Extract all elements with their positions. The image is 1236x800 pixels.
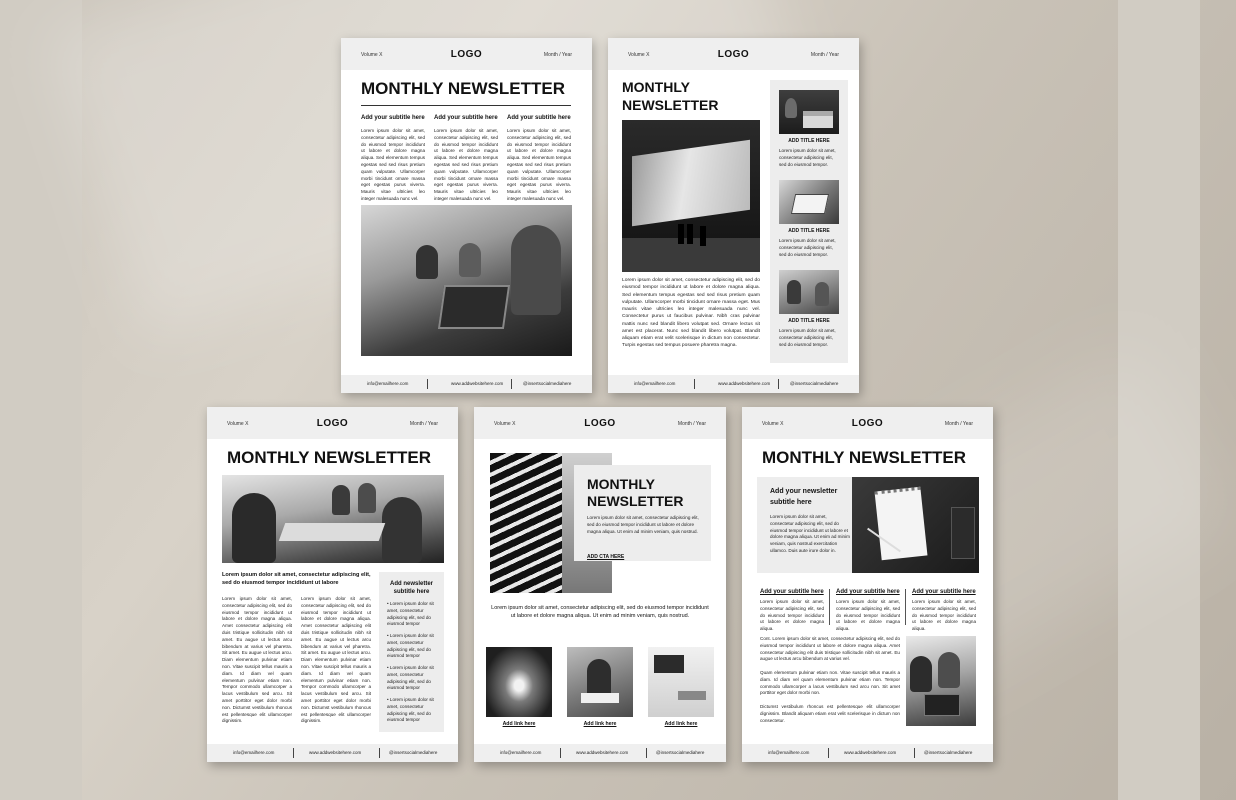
footer-divider (778, 379, 779, 389)
footer-social: @insertsocialmediahere (523, 381, 572, 386)
newsletter-title: MONTHLY NEWSLETTER (227, 448, 432, 467)
lit-wall-shape (632, 140, 750, 227)
team-meeting-photo (361, 205, 572, 356)
logo: LOGO (316, 418, 349, 429)
column-subtitle: Add your subtitle here (836, 589, 900, 595)
person-shape (232, 493, 276, 563)
plant-shape (785, 98, 797, 118)
volume-label: Volume X (762, 421, 784, 427)
title-rule (361, 105, 571, 106)
page-header (742, 407, 993, 439)
person-shape (511, 225, 561, 315)
footer-website: www.addwebsitehere.com (844, 750, 897, 755)
photo-link[interactable]: Add link here (583, 721, 617, 727)
building-photo (622, 120, 760, 272)
footer-website: www.addwebsitehere.com (718, 381, 771, 386)
column-text: Lorem ipsum dolor sit amet, consectetur adipiscing elit, sed do eiusmod tempor incididunt ut labore et dolore magna aliqua. Sed elementum tempus egestas sed sed risus pretium quam vulputate. Ullamcorper morbi tincidunt ornare massa eget egestas purus viverra. Mauris vitae ultricies leo integer malesuada nunc vel. (507, 128, 571, 201)
sidebar-text: Lorem ipsum dolor sit amet, consectetur adipiscing elit, sed do eiusmod tempor. (779, 148, 836, 167)
subtitle-box-title: Add newsletter subtitle here (389, 581, 433, 596)
column-subtitle: Add your subtitle here (912, 589, 976, 595)
column-subtitle: Add your subtitle here (760, 589, 824, 595)
person-shape (459, 243, 481, 277)
footer-social: @insertsocialmediahere (924, 750, 973, 755)
keyboard-shape (678, 691, 706, 700)
logo: LOGO (851, 418, 884, 429)
footer-divider (914, 748, 915, 758)
hallway-photo (486, 647, 552, 717)
column-text: Lorem ipsum dolor sit amet, consectetur adipiscing elit, sed do eiusmod tempor incididunt ut labore et dolore magna aliqua. (760, 599, 824, 632)
subtitle-box-text: Lorem ipsum dolor sit amet, consectetur adipiscing elit, sed do eiusmod tempor incididunt ut labore et dolore magna aliqua. Ut enim ad minim veniam, quis nostrud exercitation ullamco. Duis aute irure dolor in. (770, 514, 850, 553)
logo: LOGO (450, 49, 483, 60)
photo-link[interactable]: Add link here (502, 721, 536, 727)
table-shape (279, 523, 386, 541)
person-shape (938, 652, 960, 688)
newsletter-page-3 (207, 407, 458, 762)
article-column-2: Lorem ipsum dolor sit amet, consectetur adipiscing elit, sed do eiusmod tempor incididunt ut labore et dolore magna aliqua. Amet consectetur adipiscing elit duis tristique sollicitudin nibh sit amet. Eu augue ut lectus arcu bibendum at varius vel pharetra. Sit amet. Eu augue ut lectus arcu. Diam elementum pulvinar etiam non. Vitae suscipit tellus mauris a diam. Id diam vel quam elementum pulvinar etiam non. Tempor commodo ullamcorper a lacus vestibulum sed arcu. Sit amet porttitor eget dolor morbi non. Dictumst vestibulum rhoncus est pellentesque elit ullamcorper dignissim. (301, 596, 371, 724)
background-border-left (0, 0, 82, 800)
cta-link[interactable]: ADD CTA HERE (587, 554, 625, 560)
footer-divider (293, 748, 294, 758)
article-column-1: Lorem ipsum dolor sit amet, consectetur adipiscing elit, sed do eiusmod tempor incididunt ut labore et dolore magna aliqua. Amet consectetur adipiscing elit duis tristique sollicitudin nibh sit amet. Eu augue ut lectus arcu bibendum at varius vel pharetra. Sit amet. Eu augue ut lectus arcu. Diam elementum pulvinar etiam non. Vitae suscipit tellus mauris a diam. Id diam vel quam elementum pulvinar etiam non. Tempor commodo ullamcorper a lacus vestibulum sed arcu. Sit amet porttitor eget dolor morbi non. Dictumst vestibulum rhoncus est pellentesque elit ullamcorper dignissim. (222, 596, 292, 724)
footer-divider (560, 748, 561, 758)
footer-email: info@emailhere.com (768, 750, 810, 755)
volume-label: Volume X (227, 421, 249, 427)
person-shape (332, 485, 350, 515)
page-header (341, 38, 592, 70)
page-footer (742, 744, 993, 762)
footer-email: info@emailhere.com (367, 381, 409, 386)
subtitle-box-title: Add your newsletter subtitle here (770, 488, 838, 506)
background-border-right (1118, 0, 1200, 800)
month-year-label: Month / Year (543, 52, 572, 58)
floor-shape (622, 238, 760, 272)
page-footer (474, 744, 726, 762)
footer-social: @insertsocialmediahere (790, 381, 839, 386)
column-subtitle: Add your subtitle here (507, 115, 571, 121)
bullet-text: Lorem ipsum dolor sit amet, consectetur adipiscing elit, sed do eiusmod tempor (387, 601, 434, 627)
photo-link[interactable]: Add link here (664, 721, 698, 727)
sidebar-title: ADD TITLE HERE (788, 228, 830, 234)
newsletter-title-line-2: NEWSLETTER (622, 97, 719, 113)
newsletter-title-line-1: MONTHLY (587, 476, 655, 492)
column-divider (829, 589, 830, 625)
page-footer (341, 375, 592, 393)
newsletter-title: MONTHLY NEWSLETTER (762, 448, 967, 467)
footer-divider (379, 748, 380, 758)
footer-website: www.addwebsitehere.com (309, 750, 362, 755)
desk-plant-photo (779, 90, 839, 134)
sidebar-title: ADD TITLE HERE (788, 138, 830, 144)
page-footer (207, 744, 458, 762)
newsletter-title: MONTHLY NEWSLETTER (361, 79, 566, 98)
volume-label: Volume X (361, 52, 383, 58)
month-year-label: Month / Year (810, 52, 839, 58)
reader-photo (567, 647, 633, 717)
page-header (608, 38, 859, 70)
month-year-label: Month / Year (944, 421, 973, 427)
logo: LOGO (584, 418, 616, 429)
footer-email: info@emailhere.com (233, 750, 275, 755)
bullet-text: Lorem ipsum dolor sit amet, consectetur adipiscing elit, sed do eiusmod tempor (387, 665, 434, 691)
person-shape (910, 656, 932, 692)
office-meeting-photo (906, 636, 976, 726)
footer-divider (828, 748, 829, 758)
newsletter-title-line-1: MONTHLY (622, 79, 690, 95)
meeting-photo (779, 270, 839, 314)
paper-shape (581, 693, 619, 703)
sidebar-text: Lorem ipsum dolor sit amet, consectetur adipiscing elit, sed do eiusmod tempor. (779, 238, 836, 257)
newsletter-page-5 (742, 407, 993, 762)
footer-website: www.addwebsitehere.com (576, 750, 629, 755)
bullet-text: Lorem ipsum dolor sit amet, consectetur adipiscing elit, sed do eiusmod tempor (387, 633, 434, 659)
laptop-photo (779, 180, 839, 224)
center-paragraph: Lorem ipsum dolor sit amet, consectetur adipiscing elit, sed do eiusmod tempor incididunt ut labore et dolore magna aliqua. Ut enim ad minim veniam, quis nostrud. (491, 605, 709, 620)
newsletter-page-1 (341, 38, 592, 393)
bullet-item: • Lorem ipsum dolor sit amet, consectetur adipiscing elit, sed do eiusmod tempor (387, 697, 434, 723)
footer-social: @insertsocialmediahere (389, 750, 438, 755)
footer-divider (427, 379, 428, 389)
page-header (207, 407, 458, 439)
sidebar-title: ADD TITLE HERE (788, 318, 830, 324)
footer-divider (694, 379, 695, 389)
title-box-text: Lorem ipsum dolor sit amet, consectetur adipiscing elit, sed do eiusmod tempor incididunt ut labore et dolore magna aliqua. Ut enim ad minim veniam, quis nostrud. (587, 515, 699, 534)
column-text: Lorem ipsum dolor sit amet, consectetur adipiscing elit, sed do eiusmod tempor incididunt ut labore et dolore magna aliqua. Sed elementum tempus egestas sed sed risus pretium quam vulputate. Ullamcorper morbi tincidunt ornare massa eget egestas purus viverra. Mauris vitae ultricies leo integer malesuada nunc vel. (434, 128, 498, 201)
page-header (474, 407, 726, 439)
newsletter-page-2 (608, 38, 859, 393)
column-subtitle: Add your subtitle here (361, 115, 425, 121)
footer-email: info@emailhere.com (500, 750, 542, 755)
main-article-text: Lorem ipsum dolor sit amet, consectetur adipiscing elit, sed do eiusmod tempor incididunt ut labore et dolore magna aliqua. Sed elementum tempus egestas sed sed risus pretium quam vulputate. Ullamcorper morbi tincidunt ornare massa eget. Mus mauris vitae ultricies leo integer malesuada nunc vel. Consectetur purus ut faucibus pulvinar. Nibh cras pulvinar mattis nunc sed blandit libero volutpat sed. Ornare lectus sit amet est placerat. Nunc sed blandit libero volutpat. Blandit aliquam etiam erat velit scelerisque in dictum non consectetur. Turpis egestas sed tempus posuere pharetra magna. (622, 278, 760, 349)
bullet-item: • Lorem ipsum dolor sit amet, consectetur adipiscing elit, sed do eiusmod tempor (387, 601, 434, 627)
footer-email: info@emailhere.com (634, 381, 676, 386)
column-text: Lorem ipsum dolor sit amet, consectetur adipiscing elit, sed do eiusmod tempor incididunt ut labore et dolore magna aliqua. Sed elementum tempus egestas sed sed risus pretium quam vulputate. Ullamcorper morbi tincidunt ornare massa eget egestas purus viverra. Mauris vitae ultricies leo integer malesuada nunc vel. (361, 128, 425, 201)
continued-paragraph: Dictumst vestibulum rhoncus est pellentesque elit ullamcorper dignissim. Blandit aliquam etiam erat velit scelerisque in dictum non consectetur. (760, 704, 900, 723)
screen-shape (654, 655, 684, 673)
notebook-photo (852, 477, 979, 573)
bullet-text: Lorem ipsum dolor sit amet, consectetur adipiscing elit, sed do eiusmod tempor (387, 697, 434, 723)
footer-social: @insertsocialmediahere (656, 750, 705, 755)
footer-website: www.addwebsitehere.com (451, 381, 504, 386)
month-year-label: Month / Year (677, 421, 706, 427)
column-text: Lorem ipsum dolor sit amet, consectetur adipiscing elit, sed do eiusmod tempor incididunt ut labore et dolore magna aliqua. (836, 599, 900, 632)
bullet-item: • Lorem ipsum dolor sit amet, consectetur adipiscing elit, sed do eiusmod tempor (387, 665, 434, 691)
continued-paragraph: Cont. Lorem ipsum dolor sit amet, consectetur adipiscing elit, sed do eiusmod tempor incididunt ut labore et dolore magna aliqua. Amet consectetur adipiscing elit duis tristique sollicitudin nibh sit amet. Eu augue ut lectus arcu bibendum at varius vel. (760, 636, 900, 662)
newsletter-page-4 (474, 407, 726, 762)
bullet-item: • Lorem ipsum dolor sit amet, consectetur adipiscing elit, sed do eiusmod tempor (387, 633, 434, 659)
lead-paragraph: Lorem ipsum dolor sit amet, consectetur adipiscing elit, sed do eiusmod tempor incididunt ut labore (222, 572, 371, 586)
column-subtitle: Add your subtitle here (434, 115, 498, 121)
notebook-shape (875, 487, 928, 560)
volume-label: Volume X (494, 421, 516, 427)
workspace-photo (648, 647, 714, 717)
books-shape (803, 116, 833, 128)
logo: LOGO (717, 49, 750, 60)
page-footer (608, 375, 859, 393)
continued-paragraph: Quam elementum pulvinar etiam non. Vitae suscipit tellus mauris a diam. Id diam vel quam elementum pulvinar etiam non. Tempor commodo ullamcorper a lacus vestibulum sed arcu non. Sit amet porttitor eget dolor morbi non. (760, 670, 900, 696)
person-shape (787, 280, 801, 304)
sidebar-text: Lorem ipsum dolor sit amet, consectetur adipiscing elit, sed do eiusmod tempor. (779, 328, 836, 347)
laptop-shape (438, 285, 510, 329)
group-meeting-photo (222, 475, 444, 563)
laptop-shape (791, 194, 829, 214)
person-shape (416, 245, 438, 279)
column-divider (905, 589, 906, 625)
newsletter-title-line-2: NEWSLETTER (587, 493, 684, 509)
laptop-shape (924, 694, 960, 716)
people-silhouette (678, 224, 684, 244)
person-shape (382, 497, 422, 563)
month-year-label: Month / Year (409, 421, 438, 427)
footer-divider (646, 748, 647, 758)
column-text: Lorem ipsum dolor sit amet, consectetur adipiscing elit, sed do eiusmod tempor incididunt ut labore et dolore magna aliqua. (912, 599, 976, 632)
keyboard-shape (951, 507, 975, 559)
volume-label: Volume X (628, 52, 650, 58)
footer-divider (511, 379, 512, 389)
